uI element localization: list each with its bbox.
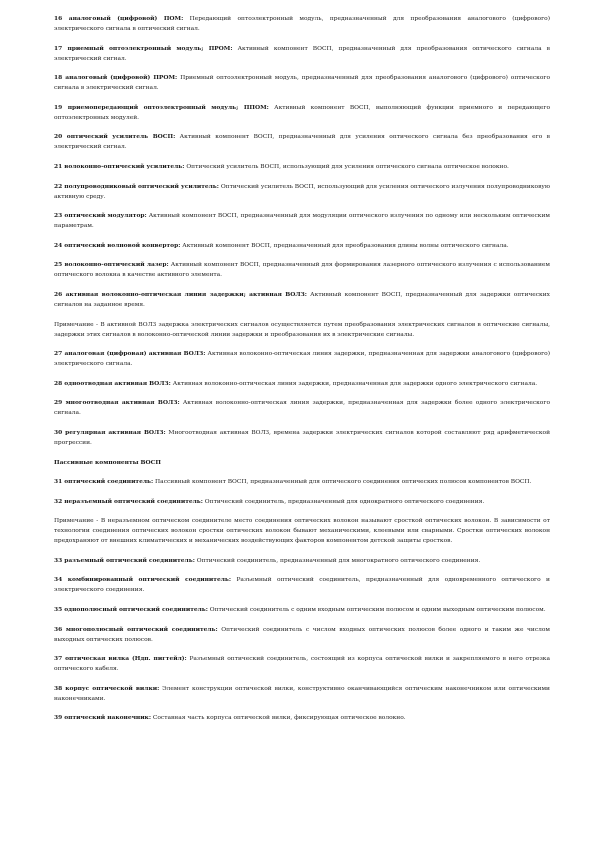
term-entry	[54, 398, 550, 418]
term-label: 36 многополюсный оптический соединитель:	[54, 625, 218, 633]
document-page	[54, 14, 550, 733]
term-entry	[54, 103, 550, 123]
term-label: 32 неразъемный оптический соединитель:	[54, 497, 203, 505]
term-definition: Оптический усилитель ВОСП, использующий для усиления оптического излучения полупроводниковую активную среду.	[54, 183, 550, 200]
term-definition: Составная часть корпуса оптической вилки, фиксирующая оптическое волокно.	[151, 715, 406, 722]
term-definition: Активный компонент ВОСП, предназначенный для модуляции оптического излучения по одному или нескольким оптическим параметрам.	[54, 213, 550, 230]
term-definition: Передающий оптоэлектронный модуль, предназначенный для преобразования аналогового (цифрового) электрического сигнала в оптический сигнал.	[54, 16, 550, 32]
term-definition: Активный компонент ВОСП, предназначенный для усиления оптического сигнала без преобразования его в электрический сигнал.	[54, 134, 550, 151]
term-entry	[54, 162, 550, 172]
term-label: 37 оптическая вилка (Ндп. пигтейл):	[54, 655, 187, 663]
term-label: 25 волоконно-оптический лазер:	[54, 261, 169, 269]
entries-group-passive	[54, 477, 550, 723]
term-entry	[54, 497, 550, 507]
term-label: 21 волоконно-оптический усилитель:	[54, 162, 185, 170]
term-definition: Оптический соединитель с одним входным оптическим полюсом и одним выходным оптическим полюсом.	[207, 607, 546, 614]
term-definition: Разъемный оптический соединитель, предназначенный для одновременного оптического и электрического соединения.	[54, 577, 550, 594]
term-entry	[54, 379, 550, 389]
term-entry	[54, 575, 550, 595]
term-entry	[54, 428, 550, 448]
term-label: 30 регулярная активная ВОЛЗ:	[54, 428, 166, 436]
section-title: Пассивные компоненты ВОСП	[54, 458, 161, 466]
term-entry	[54, 211, 550, 231]
term-entry	[54, 14, 550, 34]
term-entry	[54, 605, 550, 615]
term-definition: Пассивный компонент ВОСП, предназначенный для оптического соединения оптических полюсов компонентов ВОСП.	[153, 479, 532, 486]
term-label: 28 одноотводная активная ВОЛЗ:	[54, 379, 171, 387]
term-label: 34 комбинированный оптический соединитель:	[54, 576, 232, 584]
term-definition: Активная волоконно-оптическая линия задержки, предназначенная для задержки более одного электрического сигнала.	[54, 400, 550, 417]
term-definition: Активный компонент ВОСП, предназначенный для преобразования оптического сигнала в электрический сигнал.	[54, 45, 550, 62]
term-definition: Примечание - В неразъемном оптическом соединителе место соединения оптических волокон называют сросткой оптических волокон. В зависимости от технологии соединения оптических волокон сростки оптических волокон бывают механическими, клеевыми или сварными. Сростки оптических волокон предохраняют от внешних климатических и механических воздействующих факторов компонентом детской защиты сростков.	[54, 518, 550, 545]
term-label: 16 аналоговый (цифровой) ПОМ:	[54, 15, 184, 22]
term-entry	[54, 73, 550, 93]
entries-group-active	[54, 14, 550, 448]
term-entry	[54, 625, 550, 645]
term-label: 26 активная волоконно-оптическая линия задержки; активная ВОЛЗ:	[54, 290, 307, 298]
term-definition: Элемент конструкции оптической вилки, конструктивно оканчивающийся оптическим наконечником или оптическими наконечниками.	[54, 685, 550, 702]
term-label: 39 оптический наконечник:	[54, 714, 151, 722]
term-label: 17 приемный оптоэлектронный модуль; ПРОМ:	[54, 44, 233, 52]
term-definition: Оптический соединитель, предназначенный для однократного оптического соединения.	[202, 498, 485, 505]
term-definition: Разъемный оптический соединитель, состоящий из корпуса оптической вилки и закрепляемого в него отрезка оптического кабеля.	[54, 656, 550, 673]
term-definition: Активный компонент ВОСП, выполняющий функции приемного и передающего оптоэлектронных модулей.	[54, 104, 550, 121]
term-entry	[54, 132, 550, 152]
term-entry	[54, 290, 550, 310]
term-entry	[54, 44, 550, 64]
note-entry	[54, 516, 550, 546]
term-entry	[54, 713, 550, 723]
term-label: 23 оптический модулятор:	[54, 212, 147, 220]
term-label: 20 оптический усилитель ВОСП:	[54, 133, 176, 141]
term-definition: Активный компонент ВОСП, предназначенный для задержки оптических сигналов на заданное время.	[54, 291, 550, 308]
term-label: 29 многоотводная активная ВОЛЗ:	[54, 399, 180, 407]
term-entry	[54, 654, 550, 674]
term-entry	[54, 349, 550, 369]
term-label: 38 корпус оптической вилки:	[54, 684, 160, 692]
term-entry	[54, 182, 550, 202]
term-label: 33 разъемный оптический соединитель:	[54, 556, 195, 564]
term-definition: Оптический соединитель с числом входных оптических полюсов более одного и таким же числом выходных оптических полюсов.	[54, 626, 550, 643]
term-label: 22 полупроводниковый оптический усилитель:	[54, 182, 219, 190]
note-entry	[54, 320, 550, 340]
term-entry	[54, 684, 550, 704]
term-label: 24 оптический волновой конвертор:	[54, 241, 181, 249]
term-entry	[54, 477, 550, 487]
term-definition: Примечание - В активной ВОЛЗ задержка электрических сигналов осуществляется путем преобразования электрических сигналов в оптические сигналы, задержки этих сигналов в волоконно-оптической линии задержки и преобразования их в электрические сигналы.	[54, 321, 550, 338]
term-definition: Активная волоконно-оптическая линия задержки, предназначенная для задержки аналогового (цифрового) электрического сигнала.	[54, 351, 550, 368]
term-definition: Активный компонент ВОСП, предназначенный для формирования лазерного оптического излучения с использованием оптического волокна в качестве активного элемента.	[54, 262, 550, 279]
term-definition: Приемный оптоэлектронный модуль, предназначенный для преобразования аналогового (цифрового) оптического сигнала в электрический сигнал.	[54, 75, 550, 92]
term-definition: Многоотводная активная ВОЛЗ, времена задержки электрических сигналов которой составляют ряд арифметической прогрессии.	[54, 429, 550, 446]
term-label: 27 аналоговая (цифровая) активная ВОЛЗ:	[54, 350, 206, 358]
term-definition: Оптический усилитель ВОСП, использующий для усиления оптического сигнала оптическое волокно.	[184, 163, 509, 170]
term-entry	[54, 260, 550, 280]
term-label: 18 аналоговый (цифровой) ПРОМ:	[54, 74, 178, 82]
term-definition: Активная волоконно-оптическая линия задержки, предназначенная для задержки одного электрического сигнала.	[170, 380, 538, 387]
term-label: 19 приемопередающий оптоэлектронный модуль; ППОМ:	[54, 103, 269, 111]
term-entry	[54, 556, 550, 566]
term-label: 31 оптический соединитель:	[54, 478, 154, 486]
term-definition: Оптический соединитель, предназначенный для многократного оптического соединения.	[194, 557, 481, 564]
term-definition: Активный компонент ВОСП, предназначенный для преобразования длины волны оптического сигнала.	[180, 242, 509, 249]
term-label: 35 однополюсный оптический соединитель:	[54, 606, 208, 614]
term-entry	[54, 241, 550, 251]
